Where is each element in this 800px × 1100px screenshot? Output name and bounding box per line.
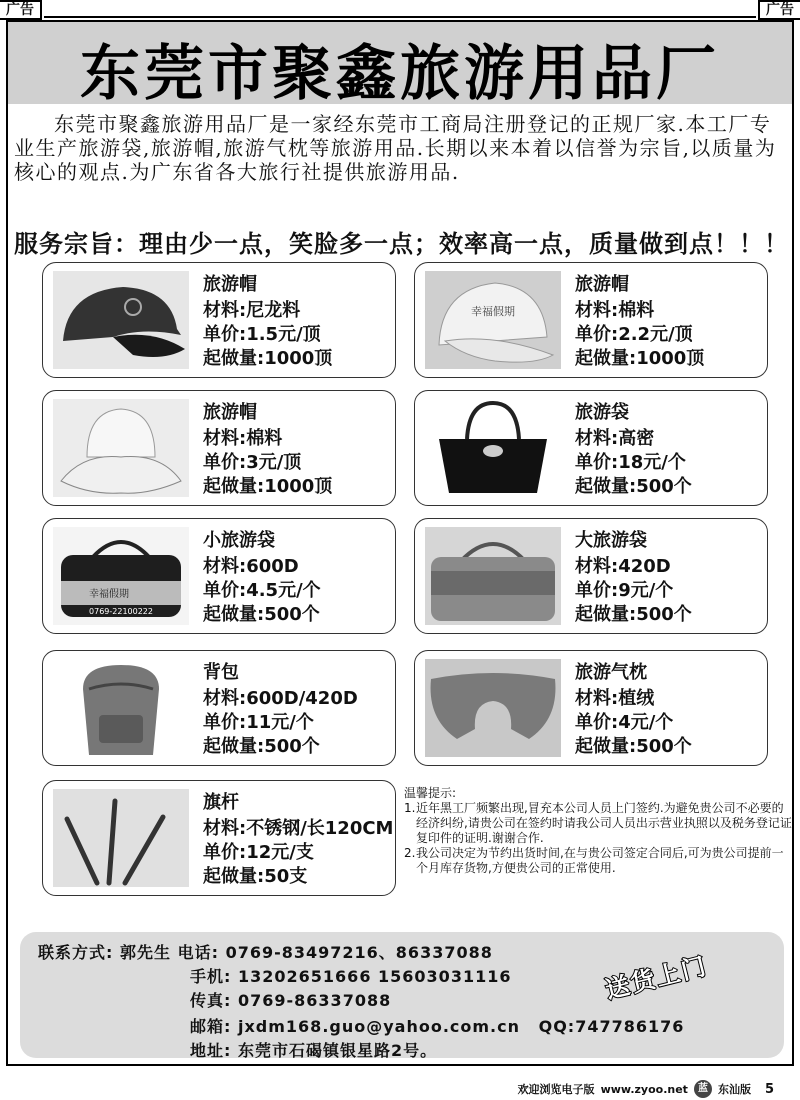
qq-number: QQ:747786176 [538, 1017, 685, 1036]
page-footer [518, 1080, 774, 1098]
product-material: 材料:420D [575, 556, 671, 577]
product-name: 旅游帽 [575, 274, 629, 295]
product-min-order: 起做量:500个 [575, 604, 692, 625]
stamp-text: 送货上门 [602, 951, 711, 1005]
email-label: 邮箱: [190, 1017, 232, 1036]
tip-number: 1. [404, 801, 416, 815]
product-material: 材料:高密 [575, 428, 655, 449]
address-text: 东莞市石碣镇银星路2号。 [237, 1041, 438, 1060]
page-number: 5 [764, 1081, 774, 1097]
phone-number: 0769-83497216、86337088 [225, 943, 493, 962]
title-bar [8, 22, 792, 109]
product-min-order: 起做量:500个 [203, 604, 320, 625]
product-min-order: 起做量:500个 [575, 476, 692, 497]
product-min-order: 起做量:50支 [203, 866, 308, 887]
product-material: 材料:棉料 [203, 428, 283, 449]
backpack-icon [53, 659, 189, 757]
footer-edition: 东汕版 [717, 1083, 751, 1096]
ad-tag-left: 广告 [0, 0, 42, 20]
service-slogan: 服务宗旨：理由少一点，笑脸多一点；效率高一点，质量做到点！！！ [14, 230, 789, 258]
product-material: 材料:600D [203, 556, 299, 577]
product-card-backpack [42, 650, 396, 766]
fax-label: 传真: [190, 991, 232, 1010]
company-title: 东莞市聚鑫旅游用品厂 [80, 39, 720, 109]
product-price: 单价:2.2元/顶 [575, 324, 693, 345]
product-min-order: 起做量:1000顶 [203, 476, 333, 497]
product-card-cap-cotton [414, 262, 768, 378]
product-name: 背包 [203, 662, 239, 683]
product-card-small-bag [42, 518, 396, 634]
address-label: 地址: [190, 1041, 232, 1060]
product-photo-flagpole [53, 789, 189, 887]
tip-text: 近年黑工厂频繁出现,冒充本公司人员上门签约.为避免贵公司不必要的经济纠纷,请贵公司在签约时请我公司人员出示营业执照以及税务登记证复印件的证明.谢谢合作. [416, 801, 792, 845]
footer-welcome: 欢迎浏览电子版 [517, 1083, 595, 1096]
product-photo-small-bag [53, 527, 189, 625]
product-name: 大旅游袋 [575, 530, 647, 551]
bag-print-text: 幸福假期 [89, 589, 129, 600]
duffel-bag-icon [53, 527, 189, 625]
product-price: 单价:9元/个 [575, 580, 674, 601]
product-name: 小旅游袋 [203, 530, 275, 551]
product-card-cap-nylon [42, 262, 396, 378]
tip-item [404, 846, 792, 876]
product-min-order: 起做量:1000顶 [203, 348, 333, 369]
duffel-bag-icon [425, 527, 561, 625]
fax-number: 0769-86337088 [237, 991, 392, 1010]
phone-label: 电话: [177, 943, 219, 962]
product-photo-neck-pillow [425, 659, 561, 757]
email-address[interactable]: jxdm168.guo@yahoo.com.cn [237, 1017, 521, 1036]
tip-item [404, 801, 792, 846]
product-photo-bucket-hat [53, 399, 189, 497]
company-intro: 东莞市聚鑫旅游用品厂是一家经东莞市工商局注册登记的正规厂家.本工厂专业生产旅游袋,旅游帽,旅游气枕等旅游用品.长期以来本着以信誉为宗旨,以质量为核心的观点.为广东省各大旅行社提供旅游用品. [14, 112, 777, 184]
mobile-label: 手机: [190, 967, 232, 986]
ad-tag-right: 广告 [758, 0, 800, 20]
product-price: 单价:18元/个 [575, 452, 686, 473]
product-card-flagpole [42, 780, 396, 896]
product-price: 单价:1.5元/顶 [203, 324, 321, 345]
product-price: 单价:4元/个 [575, 712, 674, 733]
tips-title: 温馨提示: [404, 786, 457, 800]
contact-label: 联系方式: [38, 943, 114, 962]
contact-person: 郭先生 [119, 943, 171, 962]
mobile-number: 13202651666 15603031116 [237, 967, 512, 986]
product-photo-backpack [53, 659, 189, 757]
product-price: 单价:3元/顶 [203, 452, 302, 473]
product-photo-cap [53, 271, 189, 369]
tote-bag-icon [425, 399, 561, 497]
top-rule [44, 16, 756, 18]
product-material: 材料:棉料 [575, 300, 655, 321]
bag-phone-text: 0769-22100222 [89, 607, 153, 616]
cap-icon [425, 271, 561, 369]
bag-print-text: 幸福假期 [471, 305, 515, 318]
tip-text: 我公司决定为节约出货时间,在与贵公司签定合同后,可为贵公司提前一个月库存货物,方便贵公司的正常使用. [416, 846, 784, 875]
neck-pillow-icon [425, 659, 561, 757]
product-card-tote [414, 390, 768, 506]
warm-tips [404, 786, 792, 876]
product-name: 旅游气枕 [575, 662, 647, 683]
product-photo-large-bag [425, 527, 561, 625]
tip-number: 2. [404, 846, 416, 860]
product-name: 旅游帽 [203, 274, 257, 295]
product-min-order: 起做量:500个 [575, 736, 692, 757]
product-min-order: 起做量:1000顶 [575, 348, 705, 369]
flagpole-icon [53, 789, 189, 887]
product-price: 单价:11元/个 [203, 712, 314, 733]
product-price: 单价:4.5元/个 [203, 580, 321, 601]
product-price: 单价:12元/支 [203, 842, 314, 863]
product-photo-tote [425, 399, 561, 497]
product-card-bucket-hat [42, 390, 396, 506]
bucket-hat-icon [53, 399, 189, 497]
product-name: 旅游帽 [203, 402, 257, 423]
product-card-large-bag [414, 518, 768, 634]
product-card-neck-pillow [414, 650, 768, 766]
product-min-order: 起做量:500个 [203, 736, 320, 757]
product-photo-cap [425, 271, 561, 369]
product-material: 材料:600D/420D [203, 688, 358, 709]
footer-site-link[interactable]: www.zyoo.net [600, 1082, 688, 1096]
product-name: 旅游袋 [575, 402, 629, 423]
product-name: 旗杆 [203, 792, 239, 813]
product-material: 材料:不锈钢/长120CM [203, 818, 394, 839]
product-material: 材料:植绒 [575, 688, 655, 709]
footer-badge-icon: 蓝 [694, 1080, 712, 1098]
cap-icon [53, 271, 189, 369]
product-material: 材料:尼龙料 [203, 300, 301, 321]
